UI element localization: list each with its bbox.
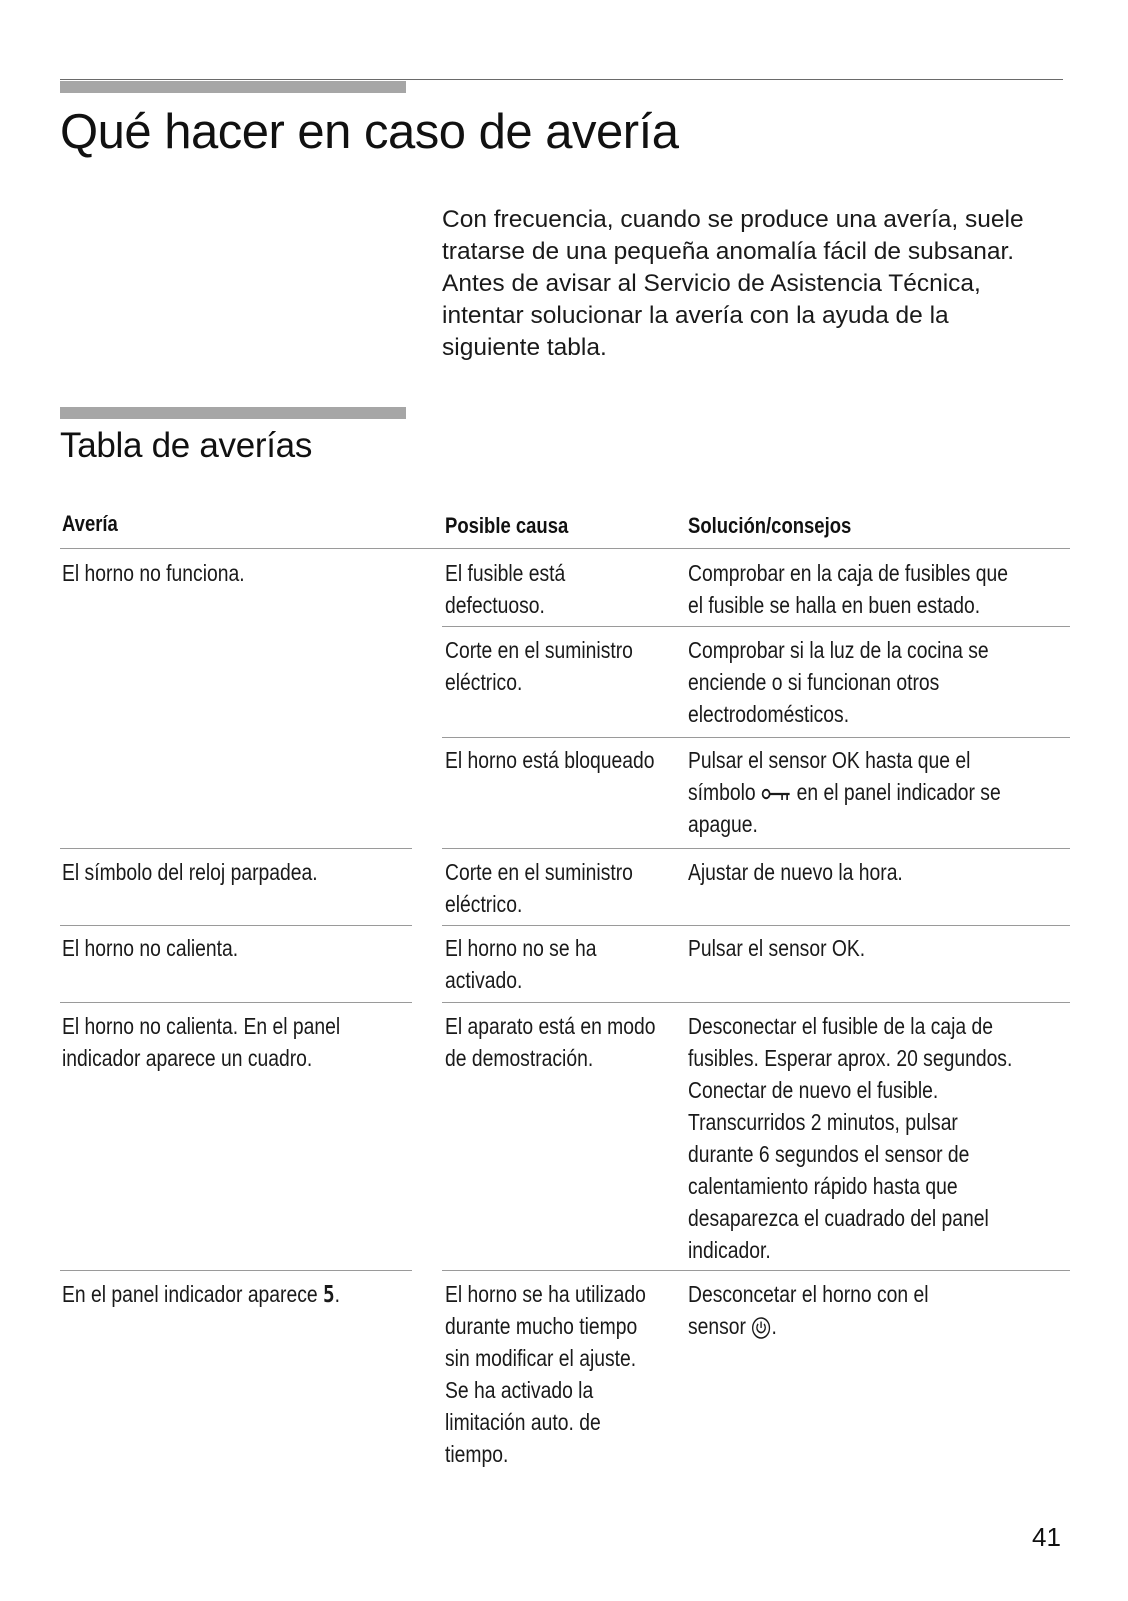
table-cell-solution: Pulsar el sensor OK hasta que el símbolo en el panel indicador se apague. <box>688 747 1001 837</box>
page-title: Qué hacer en caso de avería <box>60 105 679 159</box>
table-cell-fault: El horno no calienta. En el panel indicador aparece un cuadro. <box>62 1013 341 1071</box>
table-cell-cause: El horno no se ha activado. <box>445 935 597 993</box>
row-divider <box>442 1002 1070 1003</box>
symbol-description: en el panel indicador se <box>796 779 1001 805</box>
page-number: 41 <box>1032 1522 1061 1552</box>
table-cell-fault: El horno no funciona. <box>62 560 245 586</box>
symbol-label: símbolo <box>688 779 756 805</box>
row-divider <box>60 848 412 849</box>
intro-line: siguiente tabla. <box>442 334 607 361</box>
row-divider <box>442 626 1070 627</box>
intro-line: tratarse de una pequeña anomalía fácil de subsanar. <box>442 238 1015 265</box>
table-cell-cause: El aparato está en modo de demostración. <box>445 1013 656 1071</box>
row-divider <box>442 925 1070 926</box>
table-cell-cause: El horno está bloqueado <box>445 747 655 773</box>
section-title: Tabla de averías <box>60 426 313 465</box>
table-cell-solution: Comprobar si la luz de la cocina se enciende o si funcionan otros electrodomésticos. <box>688 637 989 727</box>
table-cell-fault: El símbolo del reloj parpadea. <box>62 859 318 885</box>
header-accent-bar <box>60 81 406 93</box>
sensor-label: sensor <box>688 1313 746 1339</box>
column-header-fault: Avería <box>62 511 118 536</box>
column-header-cause: Posible causa <box>445 513 569 538</box>
table-cell-cause: Corte en el suministro eléctrico. <box>445 637 633 695</box>
intro-paragraph <box>442 204 1062 364</box>
table-cell-cause: El fusible está defectuoso. <box>445 560 566 618</box>
header-rule <box>60 79 1063 80</box>
section-accent-bar <box>60 407 406 419</box>
row-divider <box>60 925 412 926</box>
column-header-solution: Solución/consejos <box>688 513 852 538</box>
row-divider <box>442 737 1070 738</box>
table-cell-solution: Desconcetar el horno con el sensor . <box>688 1281 929 1339</box>
table-cell-solution: Pulsar el sensor OK. <box>688 935 866 961</box>
table-header-rule <box>60 548 1070 549</box>
intro-line: Antes de avisar al Servicio de Asistencia Técnica, <box>442 270 981 297</box>
fault-text: En el panel indicador aparece <box>62 1281 318 1307</box>
table-cell-cause: Corte en el suministro eléctrico. <box>445 859 633 917</box>
intro-line: Con frecuencia, cuando se produce una avería, suele <box>442 206 1024 233</box>
key-icon <box>761 786 791 802</box>
display-glyph: 5 <box>323 1282 335 1308</box>
power-icon <box>751 1316 771 1340</box>
table-cell-fault: En el panel indicador aparece 5. <box>62 1281 341 1308</box>
row-divider <box>442 848 1070 849</box>
intro-line: intentar solucionar la avería con la ayuda de la <box>442 302 949 329</box>
row-divider <box>60 1270 412 1271</box>
row-divider <box>442 1270 1070 1271</box>
table-cell-fault: El horno no calienta. <box>62 935 239 961</box>
table-cell-solution: Ajustar de nuevo la hora. <box>688 859 903 885</box>
row-divider <box>60 1002 412 1003</box>
table-cell-cause: El horno se ha utilizado durante mucho tiempo sin modificar el ajuste. Se ha activado la limitación auto. de tiempo. <box>445 1281 646 1467</box>
table-cell-solution: Desconectar el fusible de la caja de fusibles. Esperar aprox. 20 segundos. Conectar de nuevo el fusible. Transcurridos 2 minutos, pulsar durante 6 segundos el sensor de calentamiento rápido hasta que desaparezca el cuadrado del panel indicador. <box>688 1013 1013 1263</box>
table-cell-solution: Comprobar en la caja de fusibles que el fusible se halla en buen estado. <box>688 560 1009 618</box>
